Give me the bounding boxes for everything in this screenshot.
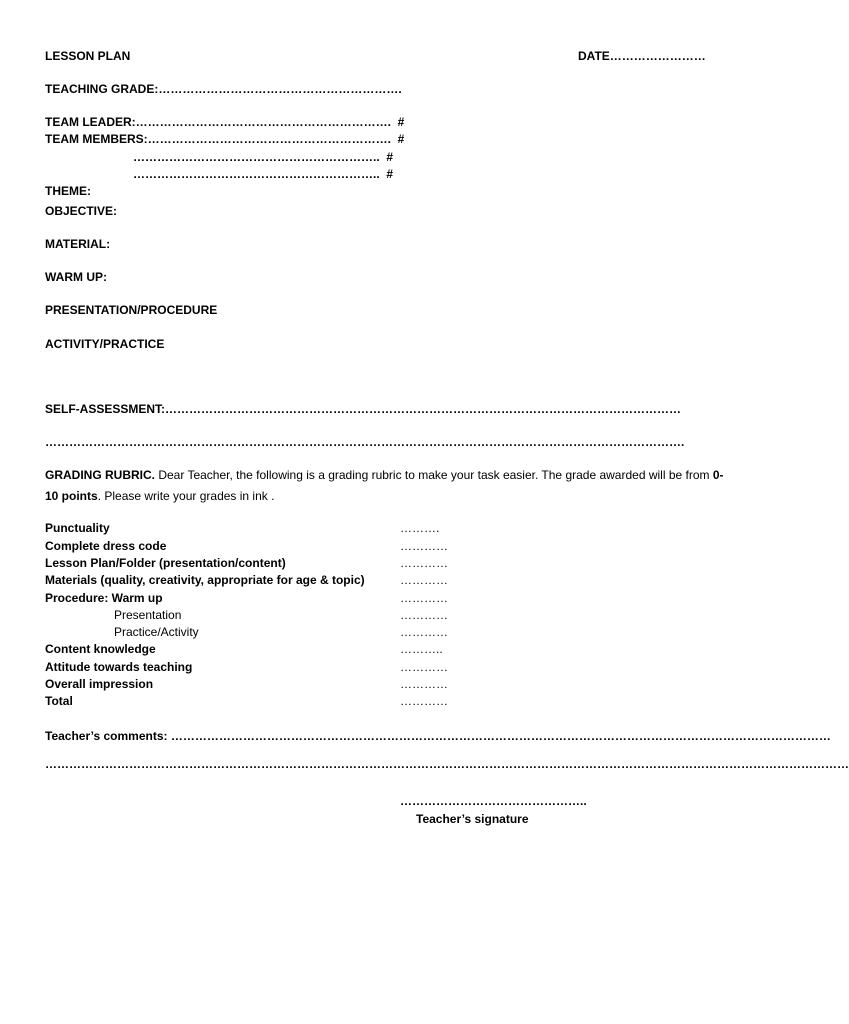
- self-assessment-line-2[interactable]: …………………………………………………………………………………………………………………………………………….: [45, 435, 685, 449]
- team-members-field[interactable]: TEAM MEMBERS:……………………………………………………. #: [45, 132, 405, 146]
- rubric-item-label: Attitude towards teaching: [45, 660, 193, 674]
- signature-line[interactable]: ………………………………………..: [400, 794, 587, 808]
- teacher-comments-line-2[interactable]: …………………………………………………………………………………………………………………………………………………………………………………: [45, 757, 849, 771]
- rubric-item-grade[interactable]: …………: [400, 608, 448, 622]
- rubric-item-grade[interactable]: …………: [400, 573, 448, 587]
- material-label: MATERIAL:: [45, 237, 111, 251]
- rubric-item-label: Punctuality: [45, 521, 110, 535]
- rubric-item-label: Content knowledge: [45, 642, 156, 656]
- rubric-item-label: Presentation: [114, 608, 182, 622]
- rubric-item-label: Procedure: Warm up: [45, 591, 163, 605]
- grading-rubric-intro: [45, 465, 725, 507]
- date-field[interactable]: DATE……………………: [578, 49, 706, 63]
- rubric-item-grade[interactable]: …………: [400, 539, 448, 553]
- warm-up-label: WARM UP:: [45, 270, 107, 284]
- rubric-item-grade[interactable]: …………: [400, 660, 448, 674]
- team-member-line-2[interactable]: …………………………………………………….. #: [133, 150, 394, 164]
- rubric-item-grade[interactable]: ………..: [400, 642, 443, 656]
- rubric-item-label: Practice/Activity: [114, 625, 199, 639]
- rubric-intro-text: Dear Teacher, the following is a grading rubric to make your task easier. The grade awarded will be from: [155, 468, 713, 482]
- rubric-points-range: 0-10 points: [45, 468, 724, 503]
- theme-label: THEME:: [45, 184, 91, 198]
- rubric-item-label: Complete dress code: [45, 539, 167, 553]
- teacher-comments-field[interactable]: Teacher’s comments: …………………………………………………………………………………………………………………………………………………: [45, 729, 831, 743]
- rubric-total-label: Total: [45, 694, 73, 708]
- rubric-heading: GRADING RUBRIC.: [45, 468, 155, 482]
- rubric-item-grade[interactable]: ……….: [400, 521, 440, 535]
- team-member-line-3[interactable]: …………………………………………………….. #: [133, 167, 394, 181]
- activity-practice-label: ACTIVITY/PRACTICE: [45, 337, 165, 351]
- rubric-item-label: Overall impression: [45, 677, 154, 691]
- presentation-procedure-label: PRESENTATION/PROCEDURE: [45, 303, 218, 317]
- signature-label: Teacher’s signature: [416, 812, 529, 826]
- rubric-item-grade[interactable]: …………: [400, 677, 448, 691]
- rubric-item-grade[interactable]: …………: [400, 556, 448, 570]
- page-title: LESSON PLAN: [45, 49, 131, 63]
- rubric-item-grade[interactable]: …………: [400, 625, 448, 639]
- rubric-item-label: Lesson Plan/Folder (presentation/content): [45, 556, 286, 570]
- teaching-grade-field[interactable]: TEACHING GRADE:…………………………………………………….: [45, 82, 402, 96]
- rubric-item-grade[interactable]: …………: [400, 591, 448, 605]
- objective-label: OBJECTIVE:: [45, 204, 118, 218]
- rubric-intro-text-end: . Please write your grades in ink .: [97, 489, 275, 503]
- rubric-total-grade[interactable]: …………: [400, 694, 448, 708]
- team-leader-field[interactable]: TEAM LEADER:………………………………………………………. #: [45, 115, 405, 129]
- self-assessment-field[interactable]: SELF-ASSESSMENT:…………………………………………………………………………………………………………………: [45, 402, 682, 416]
- rubric-item-label: Materials (quality, creativity, appropriate for age & topic): [45, 573, 365, 587]
